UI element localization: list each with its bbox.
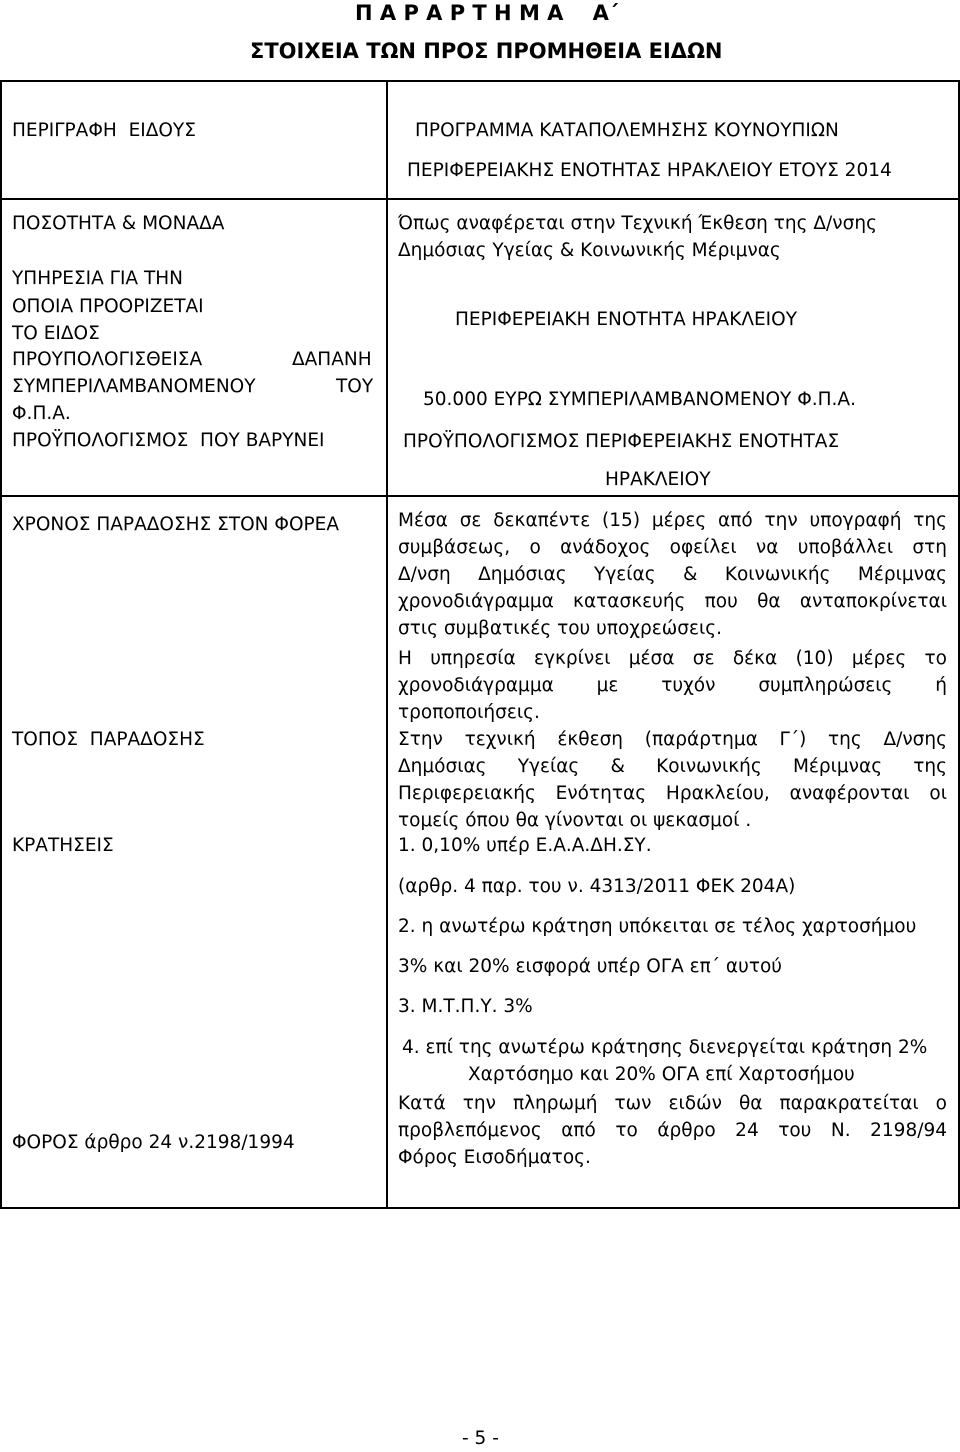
deduction-4-detail: Χαρτόσημο και 20% ΟΓΑ επί Χαρτοσήμου bbox=[468, 1064, 855, 1085]
budget-source-line1: ΠΡΟΫΠΟΛΟΓΙΣΜΟΣ ΠΕΡΙΦΕΡΕΙΑΚΗΣ ΕΝΟΤΗΤΑΣ bbox=[403, 431, 840, 452]
annex-title: Π Α Ρ Α Ρ Τ Η Μ Α Α΄ bbox=[355, 1, 619, 25]
quantity-value-line1: Όπως αναφέρεται στην Τεχνική Έκθεση της Δ/νσης bbox=[398, 213, 877, 234]
page-number: - 5 - bbox=[462, 1428, 499, 1449]
delivery-time-line: συμβάσεως, ο ανάδοχος οφείλει να υποβάλλει στη bbox=[398, 537, 947, 558]
tax-line: προβλεπόμενος από το άρθρο 24 του Ν. 2198/94 bbox=[398, 1120, 947, 1141]
tax-line: Φόρος Εισοδήματος. bbox=[398, 1147, 591, 1168]
label-budgeted-line2b: ΤΟΥ bbox=[336, 376, 374, 397]
approval-line: Η υπηρεσία εγκρίνει μέσα σε δέκα (10) μέρες το bbox=[398, 648, 947, 669]
delivery-place-line: τομείς όπου θα γίνονται οι ψεκασμοί . bbox=[398, 810, 752, 831]
label-deductions: ΚΡΑΤΗΣΕΙΣ bbox=[12, 835, 114, 856]
delivery-time-paragraph bbox=[398, 507, 947, 642]
label-budgeted-line3: Φ.Π.Α. bbox=[12, 403, 71, 424]
label-budget-charged: ΠΡΟΫΠΟΛΟΓΙΣΜΟΣ ΠΟΥ ΒΑΡΥΝΕΙ bbox=[12, 430, 325, 451]
approval-paragraph bbox=[398, 645, 947, 726]
label-tax: ΦΟΡΟΣ άρθρο 24 ν.2198/1994 bbox=[12, 1132, 295, 1153]
delivery-place-line: Στην τεχνική έκθεση (παράρτημα Γ΄) της Δ/νσης bbox=[398, 729, 947, 750]
label-service-line3: ΤΟ ΕΙΔΟΣ bbox=[12, 323, 100, 344]
delivery-time-line: χρονοδιάγραμμα κατασκευής που θα ανταποκρίνεται bbox=[398, 591, 947, 612]
program-title-line2: ΠΕΡΙΦΕΡΕΙΑΚΗΣ ΕΝΟΤΗΤΑΣ ΗΡΑΚΛΕΙΟΥ ΕΤΟΥΣ 2014 bbox=[407, 160, 892, 181]
tax-paragraph bbox=[398, 1090, 947, 1171]
label-budgeted-line2a: ΣΥΜΠΕΡΙΛΑΜΒΑΝΟΜΕΝΟΥ bbox=[12, 376, 256, 397]
deduction-2: 2. η ανωτέρω κράτηση υπόκειται σε τέλος χαρτοσήμου bbox=[398, 916, 917, 937]
deduction-4: 4. επί της ανωτέρω κράτησης διενεργείται κράτηση 2% bbox=[402, 1037, 928, 1058]
label-budgeted-line1b: ΔΑΠΑΝΗ bbox=[292, 349, 372, 370]
row-divider-description bbox=[0, 198, 960, 200]
delivery-time-line: Μέσα σε δεκαπέντε (15) μέρες από την υπογραφή της bbox=[398, 510, 947, 531]
table-top-border bbox=[0, 80, 960, 82]
deduction-1-reference: (αρθρ. 4 παρ. του ν. 4313/2011 ΦΕΚ 204Α) bbox=[398, 876, 796, 897]
approval-line: χρονοδιάγραμμα με τυχόν συμπληρώσεις ή bbox=[398, 675, 947, 696]
label-delivery-time: ΧΡΟΝΟΣ ΠΑΡΑΔΟΣΗΣ ΣΤΟΝ ΦΟΡΕΑ bbox=[12, 514, 340, 535]
document-subtitle: ΣΤΟΙΧΕΙΑ ΤΩΝ ΠΡΟΣ ΠΡΟΜΗΘΕΙΑ ΕΙΔΩΝ bbox=[250, 39, 723, 63]
tax-line: Κατά την πληρωμή των ειδών θα παρακρατείται ο bbox=[398, 1093, 947, 1114]
label-delivery-place: ΤΟΠΟΣ ΠΑΡΑΔΟΣΗΣ bbox=[12, 729, 205, 750]
label-service-line2: ΟΠΟΙΑ ΠΡΟΟΡΙΖΕΤΑΙ bbox=[12, 296, 204, 317]
table-bottom-border bbox=[0, 1207, 960, 1209]
label-budgeted-line1a: ΠΡΟΥΠΟΛΟΓΙΣΘΕΙΣΑ bbox=[12, 349, 203, 370]
label-quantity: ΠΟΣΟΤΗΤΑ & ΜΟΝΑΔΑ bbox=[12, 213, 225, 234]
program-title-line1: ΠΡΟΓΡΑΜΜΑ ΚΑΤΑΠΟΛΕΜΗΣΗΣ ΚΟΥΝΟΥΠΙΩΝ bbox=[415, 120, 839, 141]
quantity-value-line2: Δημόσιας Υγείας & Κοινωνικής Μέριμνας bbox=[398, 240, 781, 261]
row-divider-budget bbox=[0, 495, 960, 497]
table-column-divider bbox=[386, 80, 388, 1209]
label-description: ΠΕΡΙΓΡΑΦΗ ΕΙΔΟΥΣ bbox=[12, 120, 196, 141]
budget-amount: 50.000 ΕΥΡΩ ΣΥΜΠΕΡΙΛΑΜΒΑΝΟΜΕΝΟΥ Φ.Π.Α. bbox=[423, 389, 856, 410]
table-left-border bbox=[0, 80, 2, 1209]
deduction-1: 1. 0,10% υπέρ Ε.Α.Α.ΔΗ.ΣΥ. bbox=[398, 835, 652, 856]
label-service-line1: ΥΠΗΡΕΣΙΑ ΓΙΑ ΤΗΝ bbox=[12, 268, 183, 289]
delivery-time-line: στις συμβατικές του υποχρεώσεις. bbox=[398, 618, 722, 639]
budget-source-line2: ΗΡΑΚΛΕΙΟΥ bbox=[605, 469, 711, 490]
delivery-time-line: Δ/νση Δημόσιας Υγείας & Κοινωνικής Μέριμνας bbox=[398, 564, 947, 585]
approval-line: τροποποιήσεις. bbox=[398, 702, 540, 723]
deduction-3: 3. Μ.Τ.Π.Υ. 3% bbox=[398, 996, 533, 1017]
delivery-place-line: Δημόσιας Υγείας & Κοινωνικής Μέριμνας της bbox=[398, 756, 947, 777]
deduction-2-detail: 3% και 20% εισφορά υπέρ ΟΓΑ επ΄ αυτού bbox=[398, 956, 782, 977]
delivery-place-paragraph bbox=[398, 726, 947, 834]
delivery-place-line: Περιφερειακής Ενότητας Ηρακλείου, αναφέρονται οι bbox=[398, 783, 947, 804]
service-value: ΠΕΡΙΦΕΡΕΙΑΚΗ ΕΝΟΤΗΤΑ ΗΡΑΚΛΕΙΟΥ bbox=[455, 309, 797, 330]
